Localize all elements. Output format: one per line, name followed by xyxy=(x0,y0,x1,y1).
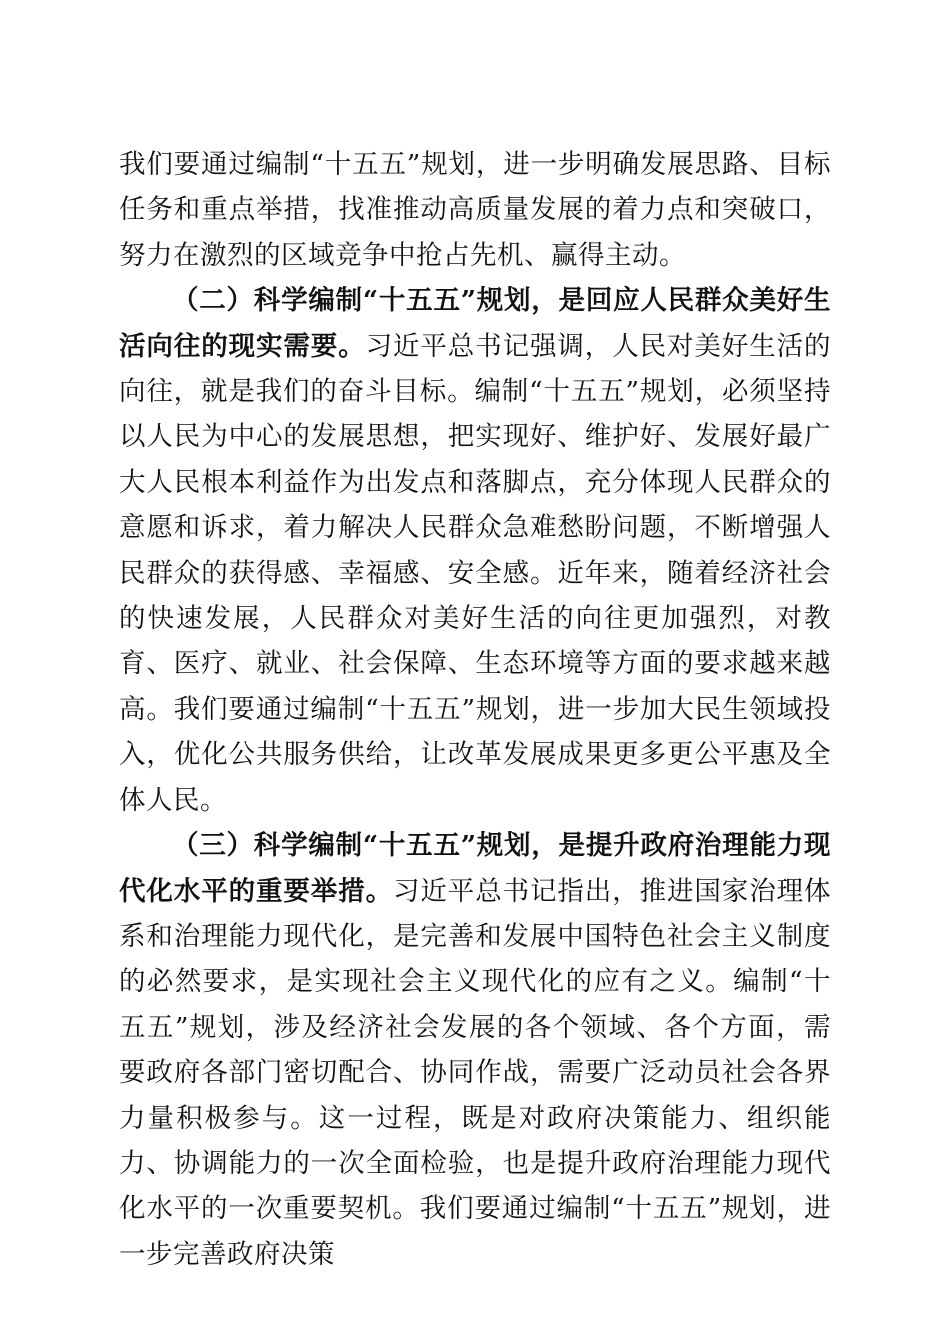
paragraph-3 xyxy=(119,823,831,1277)
paragraph-1 xyxy=(119,142,831,278)
paragraph-3-text: 习近平总书记指出，推进国家治理体系和治理能力现代化，是完善和发展中国特色社会主义制度的必然要求，是实现社会主义现代化的应有之义。编制“十五五”规划，涉及经济社会发展的各个领域、各个方面，需要政府各部门密切配合、协同作战，需要广泛动员社会各界力量积极参与。这一过程，既是对政府决策能力、组织能力、协调能力的一次全面检验，也是提升政府治理能力现代化水平的一次重要契机。我们要通过编制“十五五”规划，进一步完善政府决策 xyxy=(119,875,831,1270)
document-body xyxy=(119,142,831,1277)
paragraph-2-text: 习近平总书记强调，人民对美好生活的向往，就是我们的奋斗目标。编制“十五五”规划，必须坚持以人民为中心的发展思想，把实现好、维护好、发展好最广大人民根本利益作为出发点和落脚点，充分体现人民群众的意愿和诉求，着力解决人民群众急难愁盼问题，不断增强人民群众的获得感、幸福感、安全感。近年来，随着经济社会的快速发展，人民群众对美好生活的向往更加强烈，对教育、医疗、就业、社会保障、生态环境等方面的要求越来越高。我们要通过编制“十五五”规划，进一步加大民生领域投入，优化公共服务供给，让改革发展成果更多更公平惠及全体人民。 xyxy=(119,330,832,816)
paragraph-2 xyxy=(119,278,831,823)
paragraph-2-lead: （二）科学编制“十五五”规划，是回应人民群众美好生活向往的现实需要。 xyxy=(119,285,831,362)
paragraph-1-text: 我们要通过编制“十五五”规划，进一步明确发展思路、目标任务和重点举措，找准推动高质量发展的着力点和突破口，努力在激烈的区域竞争中抢占先机、赢得主动。 xyxy=(119,149,831,271)
paragraph-3-lead: （三）科学编制“十五五”规划，是提升政府治理能力现代化水平的重要举措。 xyxy=(119,830,831,907)
